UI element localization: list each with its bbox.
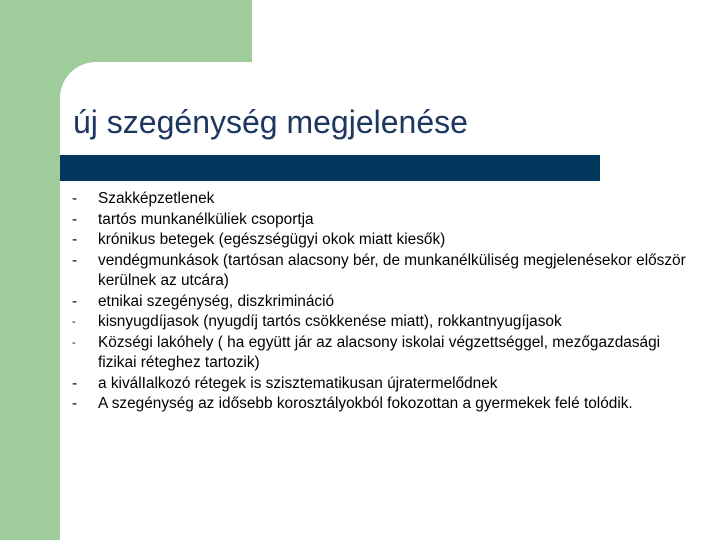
bullet-dash: - — [72, 210, 78, 228]
bullet-text: Szakképzetlenek — [98, 190, 215, 207]
bullet-item — [72, 230, 692, 251]
bullet-text: kisnyugdíjasok (nyugdíj tartós csökkenése miatt), rokkantnyugíjasok — [98, 313, 562, 330]
bullet-text: a kiválIalkozó rétegek is szisztematikusan újratermelődnek — [98, 374, 498, 392]
bullet-item — [72, 251, 692, 292]
bullet-dash: - — [72, 190, 78, 207]
bullet-item — [72, 292, 692, 313]
bullet-dash: - — [72, 316, 76, 328]
bullet-item — [72, 312, 692, 333]
bullet-dash: - — [72, 231, 78, 248]
bullet-dash: - — [72, 374, 78, 392]
bullet-text: A szegénység az idősebb korosztályokból fokozottan a gyermekek felé tolódik. — [98, 395, 633, 412]
bullet-item — [72, 333, 692, 374]
bullet-dash: - — [72, 336, 76, 349]
bullet-item — [72, 374, 692, 395]
bullet-text: krónikus betegek (egészségügyi okok miatt kiesők) — [98, 231, 446, 248]
bullet-text: tartós munkanélküliek csoportja — [98, 210, 314, 228]
green-left-strip — [0, 0, 60, 540]
bullet-text: Községi lakóhely ( ha együtt jár az alacsony iskolai végzettséggel, mezőgazdasági fizikai réteghez tartozik) — [98, 333, 661, 371]
bullet-dash: - — [72, 251, 78, 269]
bullet-text: etnikai szegénység, diszkrimináció — [98, 292, 335, 310]
bullet-dash: - — [72, 395, 78, 412]
bullet-text: vendégmunkások (tartósan alacsony bér, de munkanélküliség megjelenésekor először kerülnek az utcára) — [98, 251, 686, 289]
bullet-dash: - — [72, 292, 78, 310]
bullet-list — [72, 189, 692, 415]
bullet-item — [72, 394, 692, 415]
bullet-item — [72, 210, 692, 231]
slide-title: új szegénység megjelenése — [73, 104, 468, 140]
bullet-item — [72, 189, 692, 210]
title-underline-bar — [60, 155, 600, 181]
